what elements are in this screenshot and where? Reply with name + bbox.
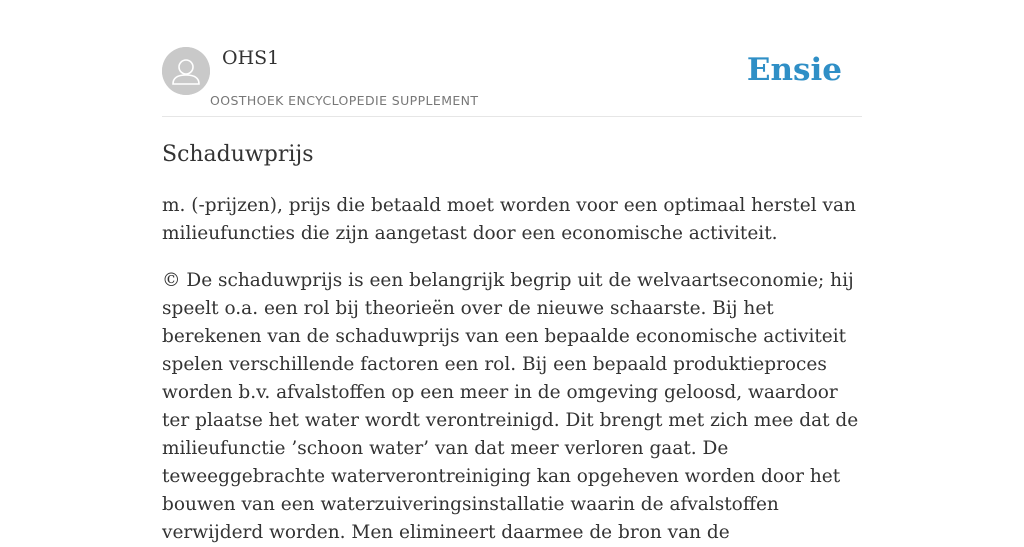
source-name[interactable]: OOSTHOEK ENCYCLOPEDIE SUPPLEMENT [210,93,479,108]
entry-header [162,0,862,117]
page-title: Schaduwprijs [162,142,314,167]
content-container [162,0,862,543]
author-name[interactable]: OHS1 [222,47,280,69]
definition-paragraph: m. (-prijzen), prijs die betaald moet worden voor een optimaal herstel van milieufuncties die zijn aangetast door een economische activiteit. [162,195,856,244]
user-icon[interactable] [162,47,210,95]
explanation-paragraph: © De schaduwprijs is een belangrijk begrip uit de welvaartseconomie; hij speelt o.a. een rol bij theorieën over de nieuwe schaarste. Bij het berekenen van de schaduwprijs van een bepaalde economische activiteit spelen verschillende factoren een rol. Bij een bepaald produktieproces worden b.v. afvalstoffen op een meer in de omgeving geloosd, waardoor ter plaatse het water wordt verontreinigd. Dit brengt met zich mee dat de milieufunctie ’schoon water’ van dat meer verloren gaat. De teweeggebrachte waterverontreiniging kan opgeheven worden door het bouwen van een waterzuiveringsinstallatie waarin de afvalstoffen verwijderd worden. Men elimineert daarmee de bron van de [162,270,859,543]
brand-logo[interactable]: Ensie [746,52,842,88]
